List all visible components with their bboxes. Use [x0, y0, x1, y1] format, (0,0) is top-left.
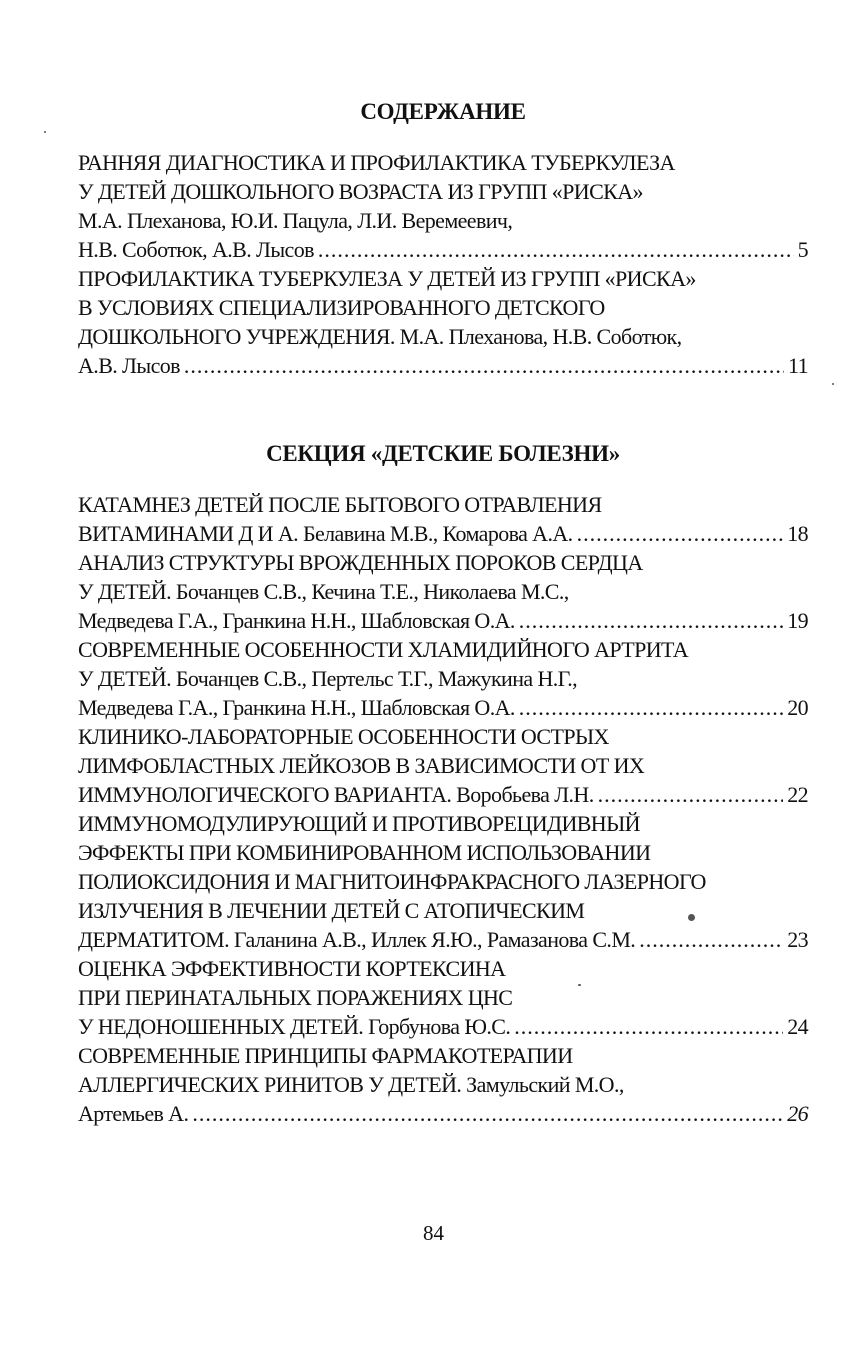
entry-title-line: РАННЯЯ ДИАГНОСТИКА И ПРОФИЛАКТИКА ТУБЕРКУЛЕЗА	[78, 150, 675, 175]
dot-leader	[318, 235, 794, 264]
scan-speck	[44, 131, 46, 133]
entry-last-line	[78, 606, 808, 635]
dot-leader	[639, 925, 783, 954]
entry-authors-line: А.В. Лысов	[78, 353, 180, 378]
entry-last-line	[78, 351, 808, 380]
dot-leader	[514, 1012, 783, 1041]
toc-entry	[78, 954, 808, 1041]
entry-title-line: КЛИНИКО-ЛАБОРАТОРНЫЕ ОСОБЕННОСТИ ОСТРЫХ	[78, 724, 609, 749]
entry-authors-line: Н.В. Соботюк, А.В. Лысов	[78, 237, 314, 262]
entry-title-line: ОЦЕНКА ЭФФЕКТИВНОСТИ КОРТЕКСИНА	[78, 956, 506, 981]
dot-leader	[192, 1099, 783, 1128]
entry-title-line: ПРИ ПЕРИНАТАЛЬНЫХ ПОРАЖЕНИЯХ ЦНС	[78, 985, 513, 1010]
toc-entry	[78, 490, 808, 548]
scan-speck	[688, 914, 695, 921]
entry-last-line	[78, 519, 808, 548]
entry-title-line: АНАЛИЗ СТРУКТУРЫ ВРОЖДЕННЫХ ПОРОКОВ СЕРДЦА	[78, 550, 643, 575]
entry-authors-line: Артемьев А.	[78, 1101, 189, 1126]
page-number: 11	[788, 353, 808, 378]
toc-entry	[78, 264, 808, 380]
entry-last-line	[78, 235, 808, 264]
entry-last-line	[78, 693, 808, 722]
entry-authors-line: М.А. Плеханова, Ю.И. Пацула, Л.И. Веремеевич,	[78, 208, 513, 233]
page-number: 23	[787, 927, 808, 952]
entry-title-line: КАТАМНЕЗ ДЕТЕЙ ПОСЛЕ БЫТОВОГО ОТРАВЛЕНИЯ	[78, 492, 602, 517]
entry-title-line: ПОЛИОКСИДОНИЯ И МАГНИТОИНФРАКРАСНОГО ЛАЗЕРНОГО	[78, 869, 706, 894]
entry-title-line: В УСЛОВИЯХ СПЕЦИАЛИЗИРОВАННОГО ДЕТСКОГО	[78, 295, 605, 320]
page-number: 24	[787, 1014, 808, 1039]
scan-speck	[832, 383, 834, 385]
page-folio: 84	[423, 1221, 444, 1245]
page-number: 26	[787, 1101, 808, 1126]
entry-last-line	[78, 1099, 808, 1128]
entry-title-line: ЛИМФОБЛАСТНЫХ ЛЕЙКОЗОВ В ЗАВИСИМОСТИ ОТ ИХ	[78, 753, 645, 778]
table-of-contents	[78, 98, 808, 1128]
entry-title-line: ПРОФИЛАКТИКА ТУБЕРКУЛЕЗА У ДЕТЕЙ ИЗ ГРУПП «РИСКА»	[78, 266, 696, 291]
dot-leader	[598, 780, 784, 809]
entry-title-line: ДОШКОЛЬНОГО УЧРЕЖДЕНИЯ. М.А. Плеханова, Н.В. Соботюк,	[78, 324, 682, 349]
entry-authors-line: ВИТАМИНАМИ Д И А. Белавина М.В., Комарова А.А.	[78, 521, 573, 546]
entry-authors-line: Медведева Г.А., Гранкина Н.Н., Шабловская О.А.	[78, 608, 515, 633]
toc-entry	[78, 635, 808, 722]
dot-leader	[184, 351, 784, 380]
entry-title-line: СОВРЕМЕННЫЕ ОСОБЕННОСТИ ХЛАМИДИЙНОГО АРТРИТА	[78, 637, 689, 662]
entry-authors-line: ИММУНОЛОГИЧЕСКОГО ВАРИАНТА. Воробьева Л.Н.	[78, 782, 594, 807]
contents-heading: СОДЕРЖАНИЕ	[360, 99, 526, 124]
entry-title-line: ЭФФЕКТЫ ПРИ КОМБИНИРОВАННОМ ИСПОЛЬЗОВАНИИ	[78, 840, 651, 865]
entry-title-line: СОВРЕМЕННЫЕ ПРИНЦИПЫ ФАРМАКОТЕРАПИИ	[78, 1043, 573, 1068]
page-number: 20	[787, 695, 808, 720]
page-number: 18	[787, 521, 808, 546]
toc-entry	[78, 548, 808, 635]
entry-title-line: У ДЕТЕЙ ДОШКОЛЬНОГО ВОЗРАСТА ИЗ ГРУПП «РИСКА»	[78, 179, 643, 204]
entry-authors-line: У НЕДОНОШЕННЫХ ДЕТЕЙ. Горбунова Ю.С.	[78, 1014, 511, 1039]
entry-title-line: У ДЕТЕЙ. Бочанцев С.В., Пертельс Т.Г., Мажукина Н.Г.,	[78, 666, 578, 691]
page-number: 22	[787, 782, 808, 807]
page-number: 19	[787, 608, 808, 633]
dot-leader	[519, 606, 783, 635]
toc-entry	[78, 1041, 808, 1128]
section-heading: СЕКЦИЯ «ДЕТСКИЕ БОЛЕЗНИ»	[266, 441, 620, 466]
toc-entry	[78, 809, 808, 954]
entry-title-line: У ДЕТЕЙ. Бочанцев С.В., Кечина Т.Е., Николаева М.С.,	[78, 579, 569, 604]
entry-last-line	[78, 780, 808, 809]
entry-title-line: ИММУНОМОДУЛИРУЮЩИЙ И ПРОТИВОРЕЦИДИВНЫЙ	[78, 811, 640, 836]
dot-leader	[519, 693, 783, 722]
toc-entry	[78, 722, 808, 809]
dot-leader	[577, 519, 784, 548]
entry-title-line: АЛЛЕРГИЧЕСКИХ РИНИТОВ У ДЕТЕЙ. Замульский М.О.,	[78, 1072, 624, 1097]
toc-entry	[78, 148, 808, 264]
entry-authors-line: ДЕРМАТИТОМ. Галанина А.В., Иллек Я.Ю., Рамазанова С.М.	[78, 927, 636, 952]
entry-last-line	[78, 1012, 808, 1041]
entry-last-line	[78, 925, 808, 954]
entry-title-line: ИЗЛУЧЕНИЯ В ЛЕЧЕНИИ ДЕТЕЙ С АТОПИЧЕСКИМ	[78, 898, 585, 923]
scan-speck	[578, 984, 581, 986]
page-number: 5	[797, 237, 808, 262]
entry-authors-line: Медведева Г.А., Гранкина Н.Н., Шабловская О.А.	[78, 695, 515, 720]
